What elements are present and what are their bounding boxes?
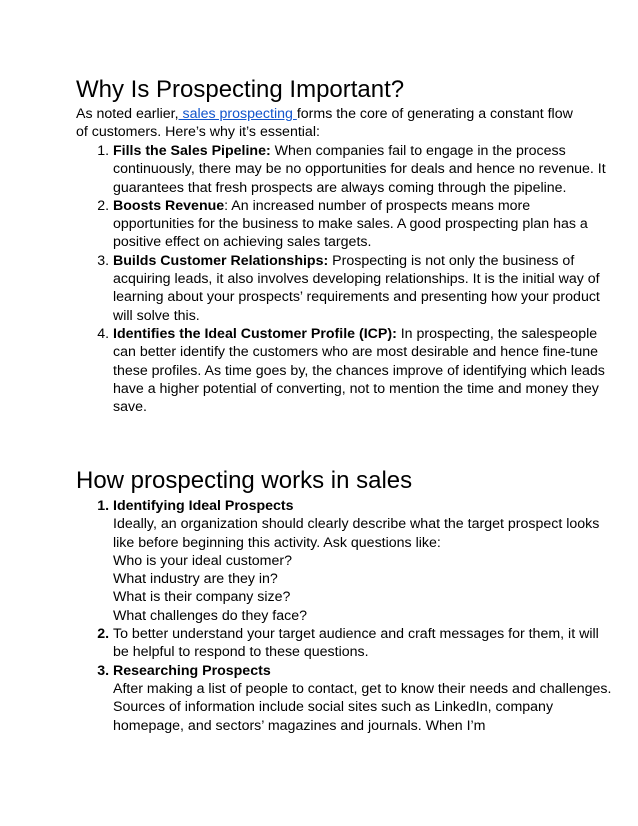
list-item bbox=[113, 497, 613, 625]
intro-text-end: forms the core of generating a constant flow of customers. Here’s why it’s essential: bbox=[76, 106, 573, 141]
importance-list bbox=[76, 142, 613, 416]
item-title: 1. Identifying Ideal Prospects bbox=[113, 498, 294, 514]
item-text: Prospecting is not only the business of acquiring leads, it also involves developing relationships. It is the initial way of learning about your prospects’ requirements and presenting how your product will solve this. bbox=[113, 252, 600, 324]
item-text: : An increased number of prospects means more opportunities for the business to make sales. A good prospecting plan has a positive effect on achieving sales targets. bbox=[113, 197, 588, 251]
item-title: Fills the Sales Pipeline: bbox=[113, 143, 271, 159]
list-item bbox=[113, 142, 613, 197]
process-list bbox=[76, 497, 613, 735]
section-heading-why-prospecting: Why Is Prospecting Important? bbox=[76, 76, 405, 103]
item-text: When companies fail to engage in the process continuously, there may be no opportunities for deals and hence no revenue. It guarantees that fresh prospects are always coming through the pipeline. bbox=[113, 143, 606, 196]
list-item bbox=[113, 252, 613, 325]
question-line: What challenges do they face? bbox=[113, 607, 308, 624]
item-text: To better understand your target audience and craft messages for them, it will be helpful to respond to these questions. bbox=[113, 626, 599, 661]
list-item bbox=[113, 325, 613, 416]
item-text: Ideally, an organization should clearly describe what the target prospect looks like before beginning this activity. Ask questions like: bbox=[113, 516, 600, 551]
question-line: What is their company size? bbox=[113, 589, 291, 606]
item-text: In prospecting, the salespeople can better identify the customers who are most desirable and hence fine-tune these profiles. As time goes by, the chances improve of identifying which leads have a higher potential of converting, not to mention the time and money they save. bbox=[113, 325, 605, 416]
item-text: After making a list of people to contact, get to know their needs and challenges. Sources of information include social sites such as LinkedIn, company homepage, and sectors’ magazines and journals. When I’m bbox=[113, 680, 612, 734]
list-item bbox=[113, 662, 613, 735]
list-item bbox=[113, 625, 613, 662]
question-line: Who is your ideal customer? bbox=[113, 552, 292, 569]
intro-text-start: As noted earlier, bbox=[76, 106, 179, 122]
item-title: Identifies the Ideal Customer Profile (ICP): bbox=[113, 325, 397, 342]
item-title: Boosts Revenue bbox=[113, 197, 225, 214]
section-heading-how-prospecting-works: How prospecting works in sales bbox=[76, 467, 413, 494]
intro-paragraph bbox=[76, 105, 576, 142]
question-line: What industry are they in? bbox=[113, 571, 278, 588]
sales-prospecting-link[interactable]: sales prospecting bbox=[178, 106, 297, 122]
item-title: Builds Customer Relationships: bbox=[113, 252, 329, 269]
list-item bbox=[113, 197, 613, 252]
item-title: 3. Researching Prospects bbox=[113, 662, 271, 679]
